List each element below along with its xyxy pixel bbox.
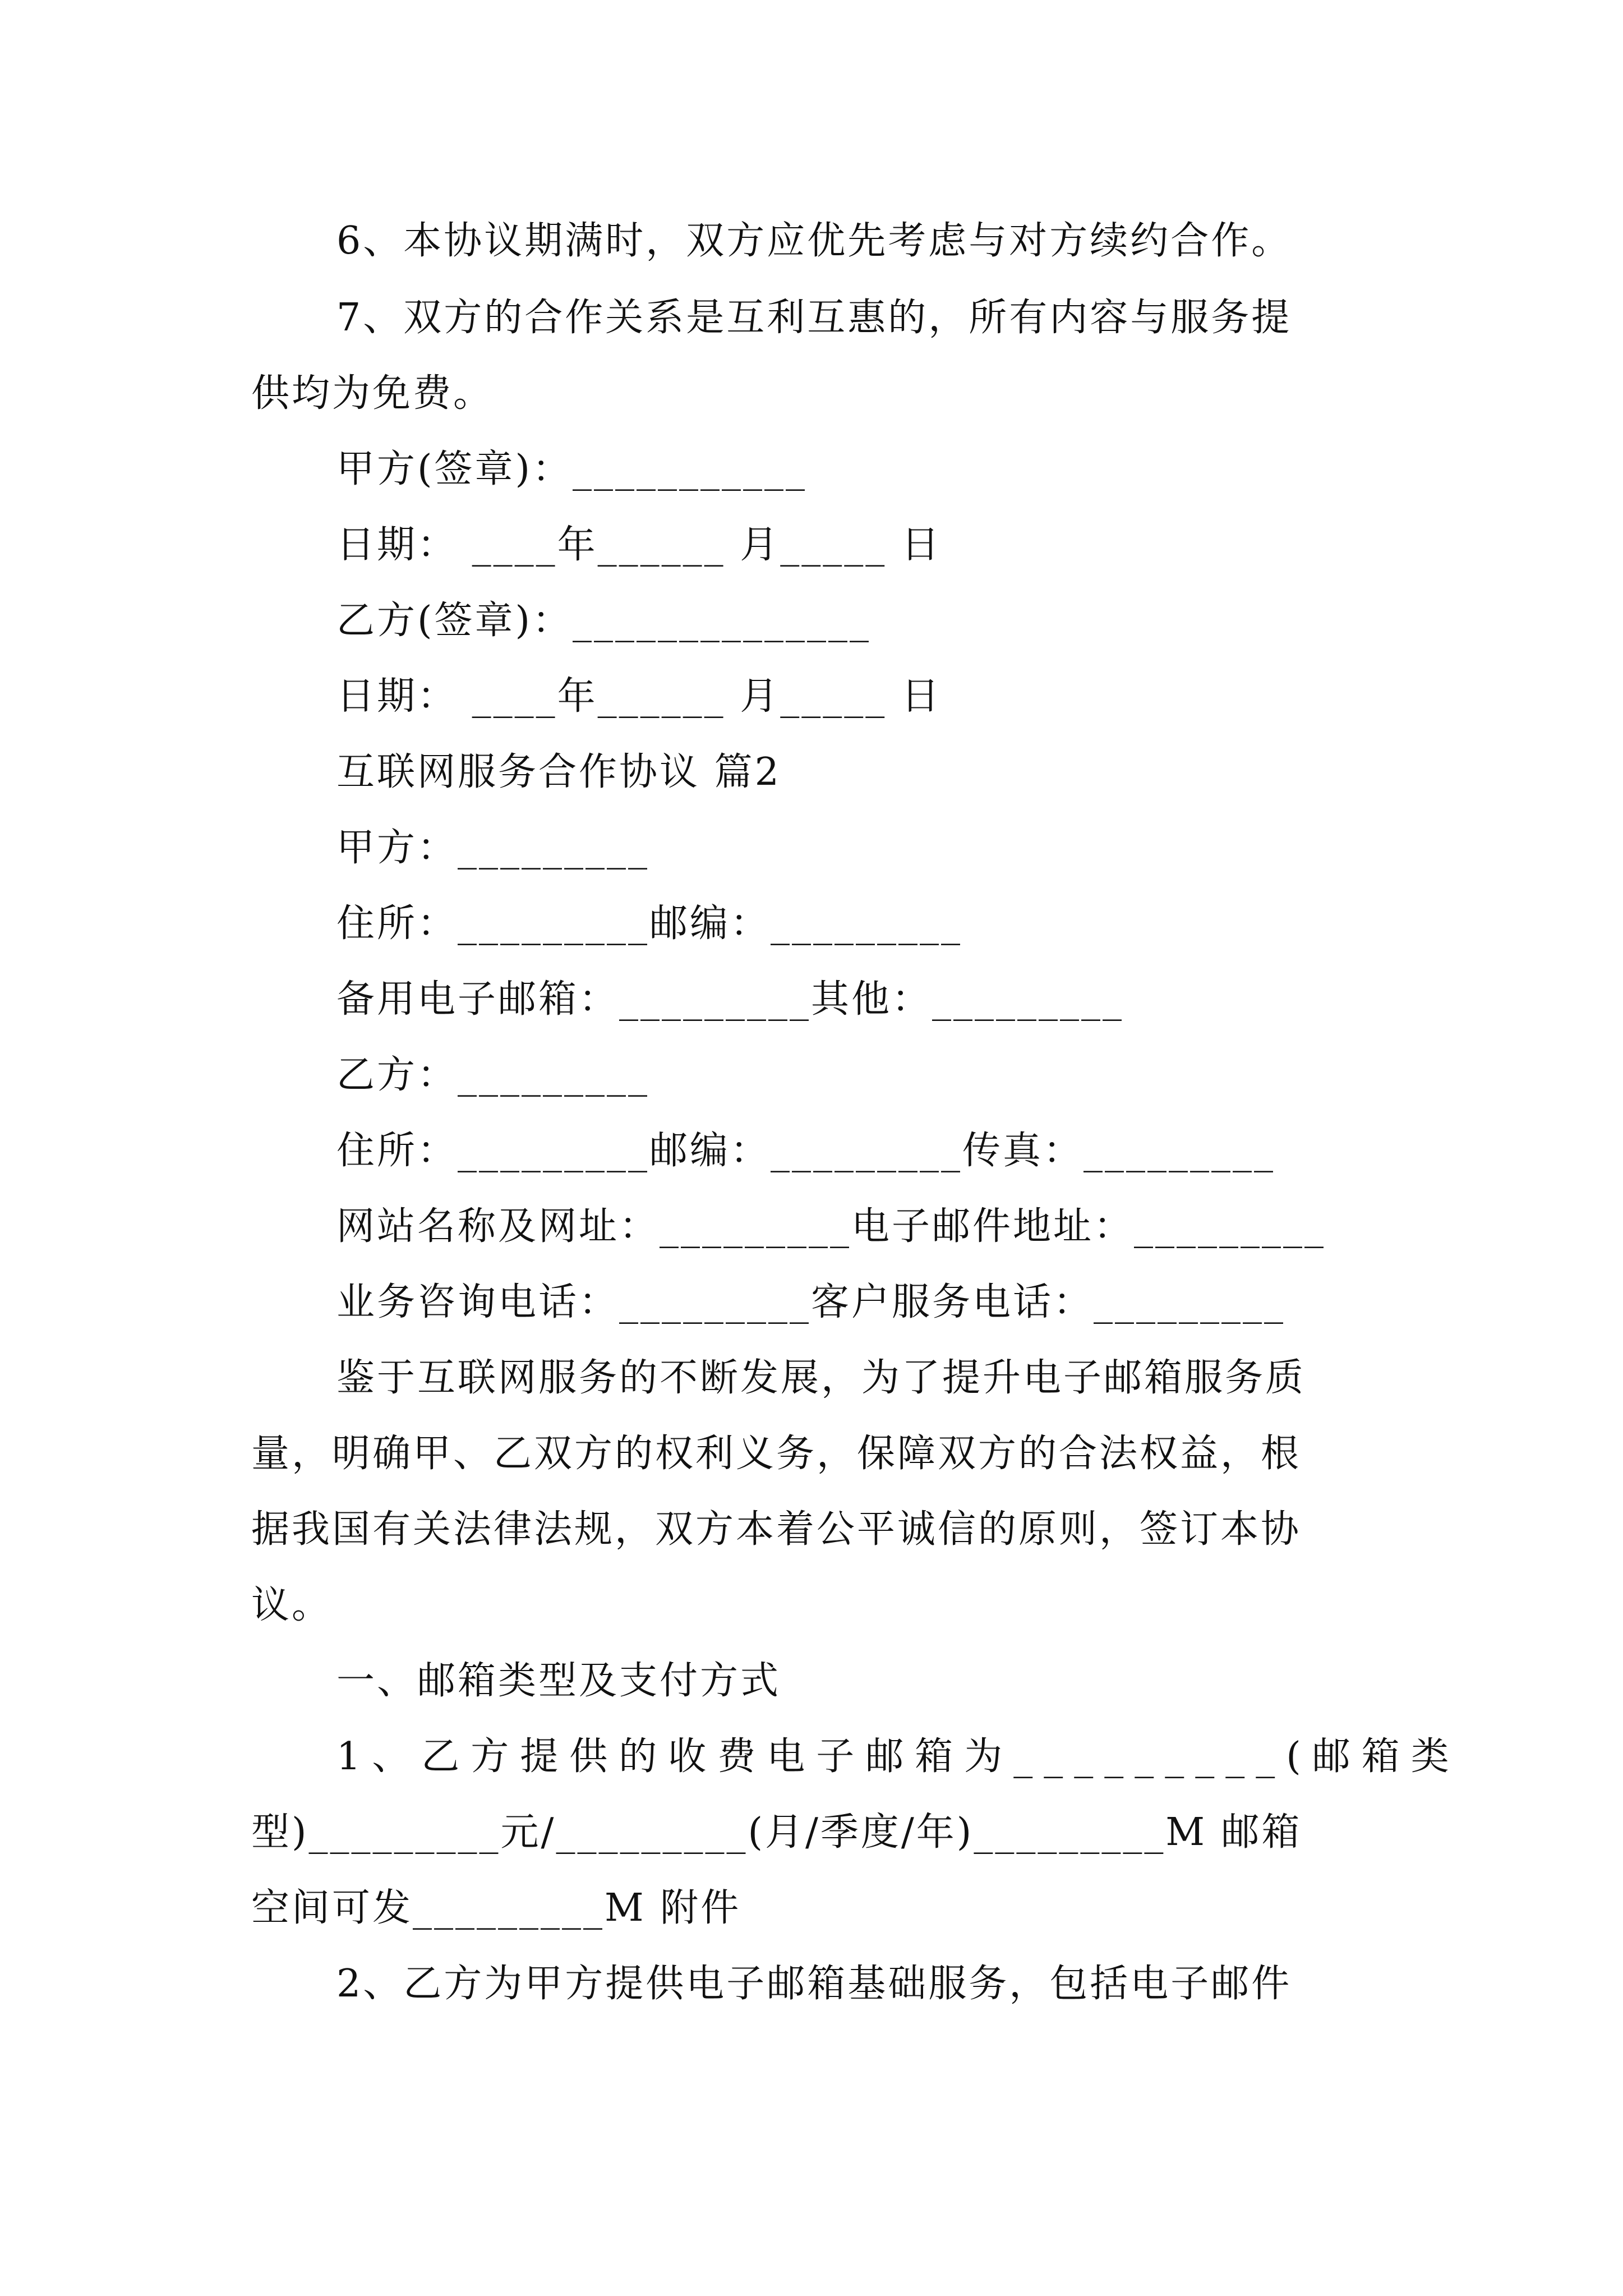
clause-7-line-1: 7、双方的合作关系是互利互惠的，所有内容与服务提 xyxy=(336,296,1292,340)
party-b-website: 网站名称及网址：_________电子邮件地址：_________ xyxy=(336,1204,1326,1249)
party-b-field: 乙方：_________ xyxy=(336,1053,650,1097)
clause-7-line-2: 供均为免费。 xyxy=(251,371,494,416)
preamble-line-2: 量，明确甲、乙双方的权利义务，保障双方的合法权益，根 xyxy=(251,1432,1302,1476)
party-a-address: 住所：_________邮编：_________ xyxy=(336,901,963,946)
party-a-date: 日期： ____年______ 月_____ 日 xyxy=(336,523,942,567)
party-b-date: 日期： ____年______ 月_____ 日 xyxy=(336,674,942,719)
preamble-line-3: 据我国有关法律法规，双方本着公平诚信的原则，签订本协 xyxy=(251,1507,1302,1552)
heading-mailbox-type: 一、邮箱类型及支付方式 xyxy=(336,1659,781,1703)
party-b-signature: 乙方(签章)：______________ xyxy=(336,599,872,643)
section-title: 互联网服务合作协议 篇2 xyxy=(336,750,781,794)
party-a-field: 甲方：_________ xyxy=(336,826,650,870)
item-2-line-1: 2、乙方为甲方提供电子邮箱基础服务，包括电子邮件 xyxy=(336,1962,1292,2006)
item-1-line-1: 1、乙方提供的收费电子邮箱为_________(邮箱类 xyxy=(336,1734,1460,1779)
preamble-line-4: 议。 xyxy=(251,1583,333,1627)
party-a-signature: 甲方(签章)：___________ xyxy=(336,447,808,491)
clause-6: 6、本协议期满时，双方应优先考虑与对方续约合作。 xyxy=(336,219,1292,263)
item-1-line-2: 型)_________元/_________(月/季度/年)_________M 邮箱 xyxy=(251,1810,1302,1855)
item-1-line-3: 空间可发_________M 附件 xyxy=(251,1886,741,1930)
party-b-phones: 业务咨询电话：_________客户服务电话：_________ xyxy=(336,1280,1286,1324)
party-b-address: 住所：_________邮编：_________传真：_________ xyxy=(336,1129,1276,1173)
preamble-line-1: 鉴于互联网服务的不断发展，为了提升电子邮箱服务质 xyxy=(336,1356,1306,1400)
party-a-email: 备用电子邮箱：_________其他：_________ xyxy=(336,977,1124,1022)
